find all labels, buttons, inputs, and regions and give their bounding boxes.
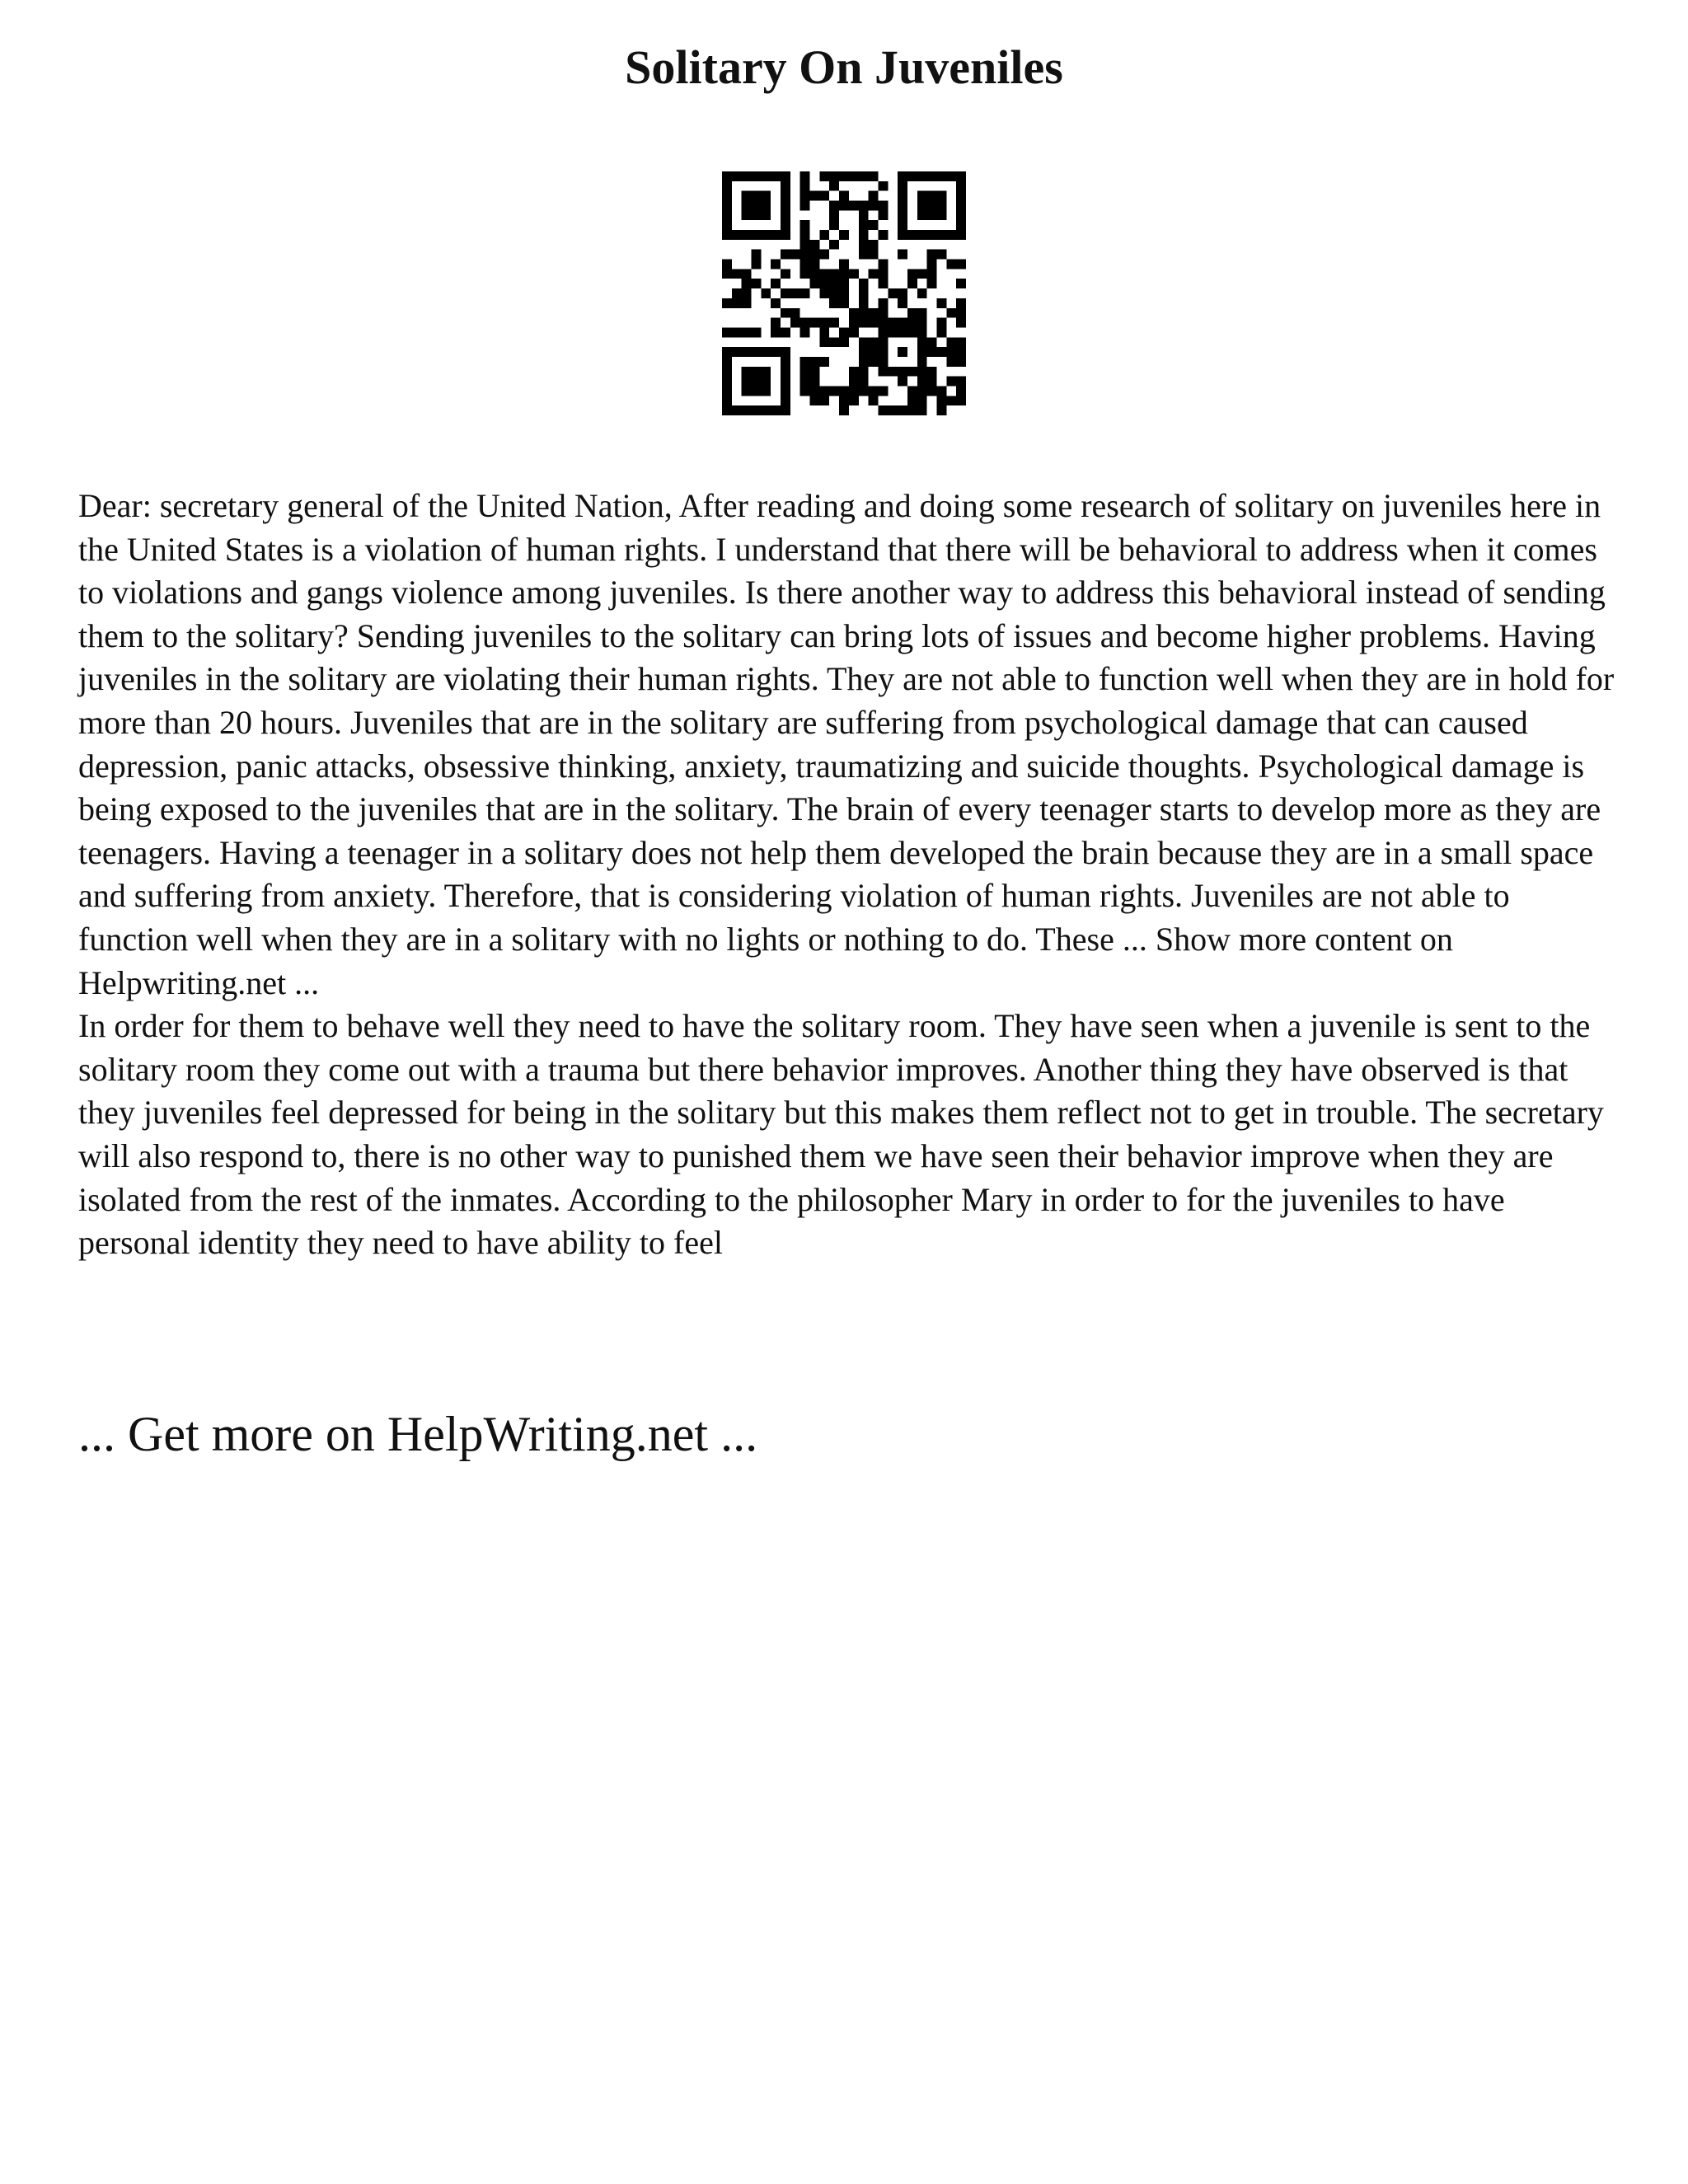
document-body xyxy=(78,485,1620,1265)
get-more-link[interactable]: ... Get more on HelpWriting.net ... xyxy=(78,1407,758,1461)
qr-code-icon xyxy=(722,171,966,415)
document-title: Solitary On Juveniles xyxy=(625,40,1063,94)
body-paragraph: In order for them to behave well they need to have the solitary room. They have seen when a juvenile is sent to the solitary room they come out with a trauma but there behavior improves. Another thing they have observed is that they juveniles feel depressed for being in the solitary but this makes them reflect not to get in trouble. The secretary will also respond to, there is no other way to punished them we have seen their behavior improve when they are isolated from the rest of the inmates. According to the philosopher Mary in order to for the juveniles to have personal identity they need to have ability to feel xyxy=(78,1007,1604,1262)
body-paragraph: Dear: secretary general of the United Nation, After reading and doing some research of solitary on juveniles here in the United States is a violation of human rights. I understand that there will be behavioral to address when it comes to violations and gangs violence among juveniles. Is there another way to address this behavioral instead of sending them to the solitary? Sending juveniles to the solitary can bring lots of issues and become higher problems. Having juveniles in the solitary are violating their human rights. They are not able to function well when they are in hold for more than 20 hours. Juveniles that are in the solitary are suffering from psychological damage that can caused depression, panic attacks, obsessive thinking, anxiety, traumatizing and suicide thoughts. Psychological damage is being exposed to the juveniles that are in the solitary. The brain of every teenager starts to develop more as they are teenagers. Having a teenager in a solitary does not help them developed the brain because they are in a small space and suffering from anxiety. Therefore, that is considering violation of human rights. Juveniles are not able to function well when they are in a solitary with no lights or nothing to do. These ... Show more content on Helpwriting.net ... xyxy=(78,487,1615,1001)
